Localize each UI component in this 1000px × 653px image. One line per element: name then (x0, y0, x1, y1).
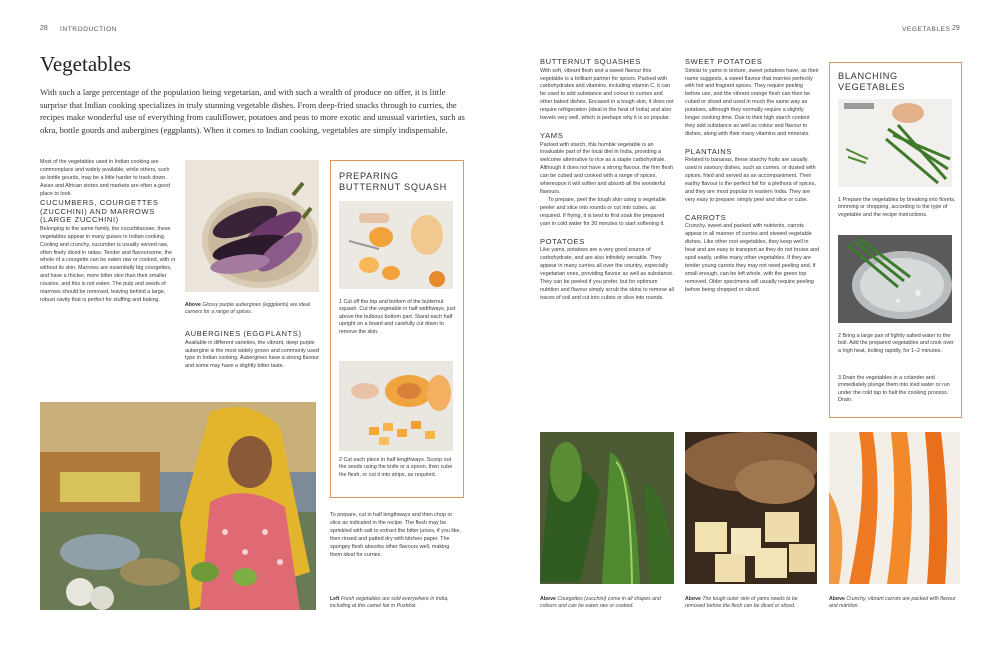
market-caption-text: Fresh vegetables are sold everywhere in India, including at this camel fair in Pushkar. (330, 596, 449, 609)
yams-heading: YAMS (540, 130, 564, 140)
left-running-head: INTRODUCTION (60, 26, 118, 33)
plantains-text: Related to bananas, these starchy fruits are usually used in savoury dishes, such as curries, or dusted with spices, fried and served as an accompaniment. Their earthy flavour is the perfect foil for a plethora of spices, and they are most popular in eastern India. They are very easy to prepare: simply peel and slice or cube. (685, 157, 816, 203)
market-photo (40, 402, 316, 610)
butternut-heading: BUTTERNUT SQUASHES (540, 57, 641, 66)
butternut-prep-box (330, 160, 464, 498)
courgette-caption (540, 596, 674, 610)
right-col1 (540, 58, 674, 302)
yams-text2: To prepare, peel the tough skin using a vegetable peeler and slice into rounds or cut into cubes, as required. If frying, it is best to first soak the prepared yam in cold water for 30 minutes to start softening it. (540, 196, 666, 227)
aubergine-photo (185, 160, 319, 292)
cucumbers-heading: CUCUMBERS, COURGETTES (ZUCCHINI) AND MARROWS (LARGE ZUCCHINI) (40, 198, 159, 225)
blanching-step1: 1 Prepare the vegetables by breaking into florets, trimming or chopping, according to the type of vegetable and the recipe instructions. (838, 197, 956, 218)
carrot-caption (829, 596, 963, 610)
col3-bottom-text: To prepare, cut in half lengthways and then chop or slice as indicated in the recipe. The flesh may be sprinkled with salt to extract the bitter juices, if you like, then rinsed and patted dry with kitchen paper. The spongey flesh absorbs other flavours well, making them ideal for curries. (330, 512, 461, 558)
market-caption (330, 596, 466, 610)
cucumbers-text: Belonging to the same family, the cucurbitaceae, these vegetables appear in many guises in Indian cooking. Cooling and crunchy, cucumber is usually served raw, often finely diced in raitas. Tender and flavoursome, the whole of a courgette can be eaten raw or cooked, with or without its skin. Marrows are essentially big courgettes, and have a thicker, more bitter skin than their smaller cousins, and this is not eaten. The pulp and seeds of marrows should be removed, leaving behind a large, robust cavity that is perfect for stuffing and baking. (40, 225, 176, 303)
page-title: Vegetables (40, 52, 131, 76)
butternut-text: With soft, vibrant flesh and a sweet flavour this vegetable is a brilliant partner for spices. Packed with carbohydrates and vitamins, including vitamin C, it can be used to add substance and colour to curries and other baked dishes. Encased in a tough skin, it does not require refrigeration (ideal in the heat of India) and also travels very well, which is perhaps why it is so popular. (540, 67, 674, 122)
blanching-step2-photo (838, 235, 952, 323)
butternut-step2: 2 Cut each piece in half lengthways. Scoop out the seeds using the knife or a spoon, then cube the flesh, or cut it into strips, as required. (339, 457, 453, 478)
butternut-step1-photo (339, 201, 453, 289)
butternut-step2-photo (339, 361, 453, 451)
aubergine-caption-lead: Above (185, 302, 201, 308)
carrots-text: Crunchy, sweet and packed with nutrients, carrots appear in all manner of curries and stewed vegetable dishes. Like other root vegetables, they keep well in heat and are easy to transport as they do not bruise and spoil easily, unlike many other vegetables. If they are tender young carrots they may not need peeling and, if small enough, can be left whole, with the green top removed. Older specimens will usually require peeling before being chopped or sliced. (685, 223, 819, 293)
blanching-box (829, 62, 962, 418)
yam-caption (685, 596, 819, 610)
right-page-number: 29 (952, 25, 960, 32)
plantains-heading: PLANTAINS (685, 146, 733, 156)
yams-text1: Packed with starch, this humble vegetable is an invaluable part of the local diet in India, providing a welcome alternative to rice as a staple carbohydrate. Although it does not have a strong flavour, the firm flesh can be cubed and cooked with a range of spices, whereupon it will soften and absorb all the wonderful flavours. (540, 141, 674, 195)
yam-caption-lead: Above (685, 596, 701, 602)
market-caption-lead: Left (330, 596, 340, 602)
courgette-caption-lead: Above (540, 596, 556, 602)
carrots-heading: CARROTS (685, 212, 727, 222)
courgette-caption-text: Courgettes (zucchini) come in all shapes and colours and can be eaten raw or cooked. (540, 596, 661, 609)
intro-paragraph: With such a large percentage of the population being vegetarian, and with such a wealth of produce on offer, it is little surprise that Indian cooking specializes in truly stunning vegetable dishes. From deep-fried snacks through to curries, the recipes make wonderful use of everything from cauliflower, potatoes and peas to more exotic and unusual varieties, such as okra, bottle gourds and aubergines (eggplants). When it comes to Indian cooking, vegetables are simply indispensable. (40, 87, 465, 135)
carrot-photo (829, 432, 960, 584)
aubergine-caption (185, 302, 321, 316)
aubergines-heading: AUBERGINES (EGGPLANTS) (185, 329, 302, 338)
aubergine-caption-text: Glossy purple aubergines (eggplants) are ideal carriers for a range of spices. (185, 302, 310, 315)
carrot-caption-lead: Above (829, 596, 845, 602)
blanching-step3: 3 Drain the vegetables in a colander and immediately plunge them into iced water or run under the cold tap to halt the cooking process. Drain. (838, 375, 950, 404)
col1-intro: Most of the vegetables used in Indian cooking are commonplace and widely available, while others, such as bottle gourds, may be a little harder to track down. Asian and African stores and markets are often a good place to look. (40, 159, 171, 197)
right-col2 (685, 58, 819, 295)
aubergines-section (185, 330, 321, 371)
carrot-caption-text: Crunchy, vibrant carrots are packed with flavour and nutrition. (829, 596, 956, 609)
yam-caption-text: The tough outer skin of yams needs to be removed before the flesh can be diced or sliced. (685, 596, 798, 609)
sweet-potatoes-heading: SWEET POTATOES (685, 57, 763, 66)
blanching-box-title: BLANCHING VEGETABLES (838, 71, 906, 92)
cucumbers-section (40, 199, 180, 305)
sweet-potatoes-text: Similar to yams in texture, sweet potatoes have, as their name suggests, a sweet flavour that marries perfectly with hot and fragrant spices. They require peeling before use, and the vibrant orange flesh can then be cubed or sliced and used in much the same way as potatoes, although they normally require a slightly longer cooking time. Due to their high starch content they add substance as well as colour and flavour to dishes, along with their many vitamins and minerals. (685, 67, 819, 137)
yam-photo (685, 432, 817, 584)
left-page-number: 28 (40, 25, 48, 32)
blanching-step1-photo (838, 99, 952, 187)
butternut-box-title: PREPARING BUTTERNUT SQUASH (339, 171, 448, 192)
right-running-head: VEGETABLES (902, 26, 951, 33)
blanching-step2: 2 Bring a large pan of lightly salted water to the boil. Add the prepared vegetables and cook over a high heat, boiling rapidly, for 1–2 minutes. (838, 333, 954, 354)
potatoes-heading: POTATOES (540, 236, 585, 246)
aubergines-text: Available in different varieties, the vibrant, deep purple aubergine is the most widely grown and commonly used type in Indian cooking. Aubergines have a strong flavour and some may have a slightly bitter taste. (185, 339, 319, 370)
potatoes-text: Like yams, potatoes are a very good source of carbohydrate, and are also infinitely versatile. They appear in many curries all over the country, especially vegetarian ones, providing flavour as well as substance. They can be peeled if you prefer, but for optimum nutrition and flavour simply scrub the skins to remove all traces of soil and cut into cubes or slice into rounds. (540, 247, 674, 301)
butternut-step1: 1 Cut off the top and bottom of the butternut squash. Cut the vegetable in half widthways, just above the bulbous bottom part. Stand each half upright on a board and carefully cut down to remove the skin. (339, 299, 456, 335)
courgette-photo (540, 432, 674, 584)
